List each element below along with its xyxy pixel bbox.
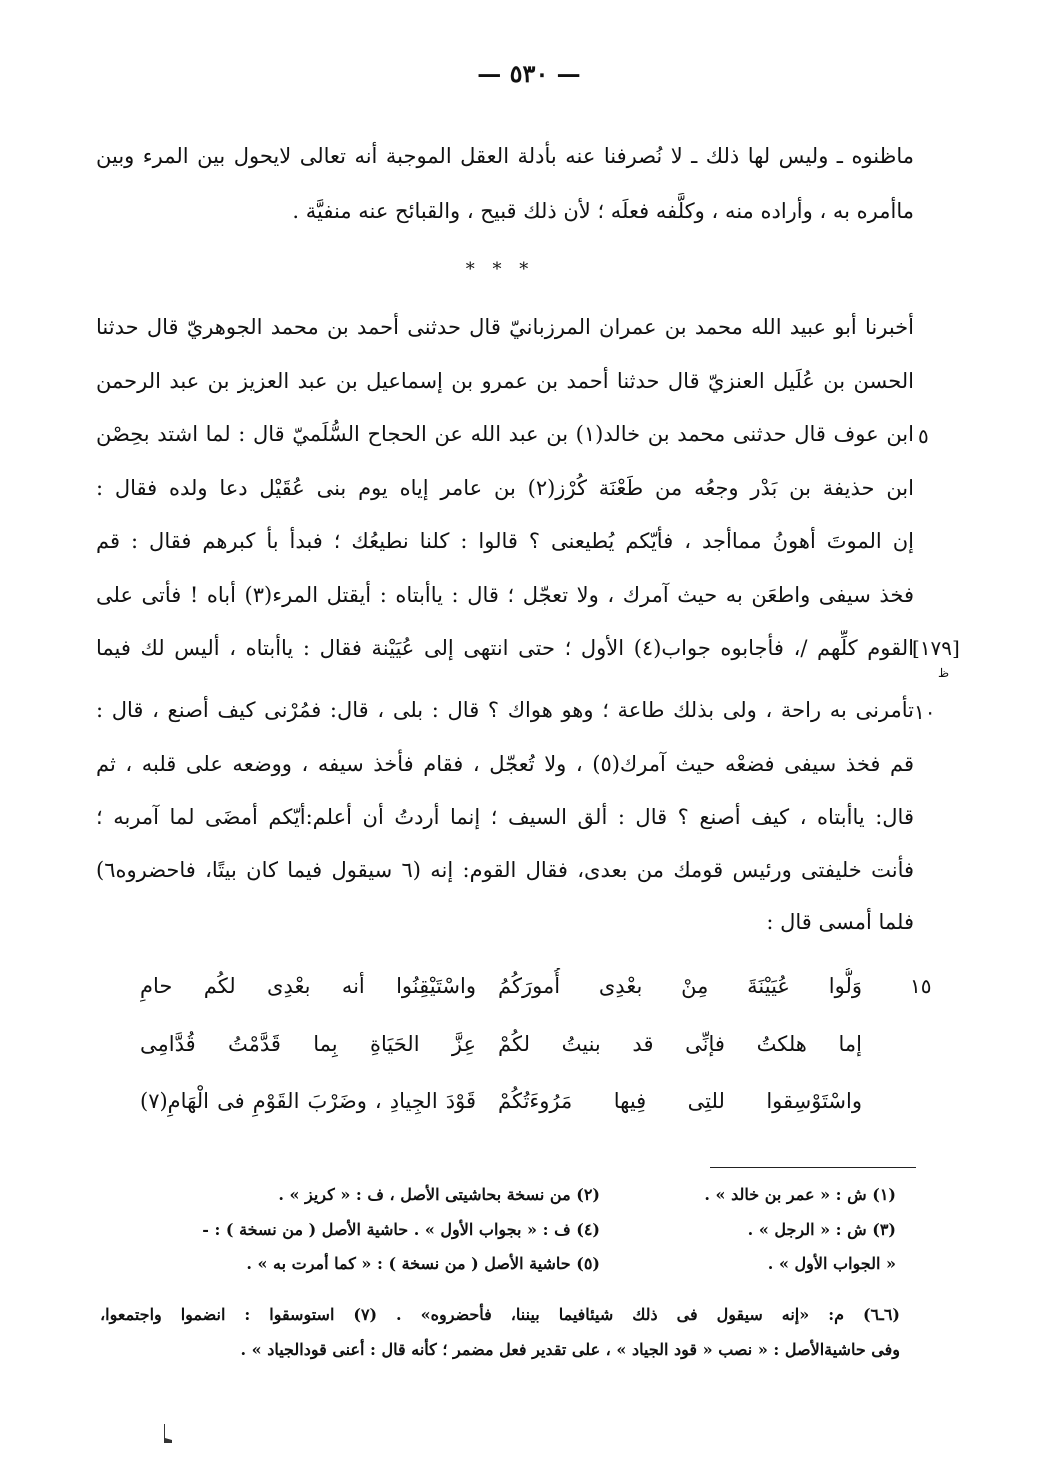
paragraph-2-line-5: إن الموتَ أهونُ مماأجد ، فأيّكم يُطيعنى ؟ قالوا : كلنا نطيعُك ؛ فبدأ بأ كبرهم فقال : قم: [96, 529, 914, 553]
verse-3-first-hemistich: واسْتَوْسِقوا للتِى فِيها مَرُوءَتُكُمْ: [498, 1089, 862, 1113]
paragraph-2-line-10: قال: ياأبتاه ، كيف أصنع ؟ قال : ألق السيف ؛ إنما أردتُ أن أعلم:أيّكم أمضَى لما آمربه ؛: [96, 805, 914, 829]
paragraph-2-line-4: ابن حذيفة بن بَدْر وجعُه من طَعْنَة كُرْز(٢) بن عامر إياه يوم بنى عُقَيْل دعا ولده فقال :: [96, 476, 914, 500]
scan-mark-icon: [162, 1424, 174, 1444]
footnote-4-continued: « الجواب الأول » .: [767, 1254, 896, 1273]
line-number-5: ٥: [918, 424, 929, 448]
section-separator: * * *: [465, 259, 535, 280]
footnote-3: (٣) ش : « الرجل » .: [747, 1220, 896, 1239]
verse-2-second-hemistich: عِزَّ الحَيَاةِ بِما قَدَّمْتُ قُدَّامِى: [140, 1032, 476, 1056]
paragraph-2-line-12: فلما أمسى قال :: [766, 910, 914, 934]
paragraph-2-line-6: فخذ سيفى واطعَن به حيث آمرك ، ولا تعجّل ؛ قال : ياأبتاه : أيقتل المرء(٣) أباه ! فأتى على: [96, 583, 914, 607]
footnote-6-and-7: (٦ـ٦) م: «إنه سيقول فى ذلك شيئافيما بيننا، فأحضروه» . (٧) استوسقوا : انضموا واجتمعوا،: [100, 1305, 900, 1324]
paragraph-2-line-11: فأنت خليفتى ورئيس قومك من بعدى، فقال القوم: إنه (٦ سيقول فيما كان بيتًا، فاحضروه٦): [96, 858, 914, 882]
line-number-15: ١٥: [910, 974, 932, 998]
paragraph-2-line-8: تأمرنى به راحة ، ولى بذلك طاعة ؛ وهو هواك ؟ قال : بلى ، قال: فمُرْنى كيف أصنع ، قال :: [96, 698, 914, 722]
paragraph-1-line-1: ماظنوه ـ وليس لها ذلك ـ لا نُصرفنا عنه بأدلة العقل الموجبة أنه تعالى لايحول بين المرء وبين: [96, 144, 914, 168]
verse-3-second-hemistich: قَوْدَ الجِيادِ ، وضَرْبَ القَوْمِ فى الْهَامِ(٧): [140, 1089, 476, 1113]
footnote-separator-rule: [710, 1167, 916, 1168]
paragraph-2-line-2: الحسن بن عُلَيل العنزيّ قال حدثنا أحمد بن عمرو بن إسماعيل بن عبد العزيز بن عبد الرحمن: [96, 369, 914, 393]
verse-2-first-hemistich: إما هلكتُ فإنِّى قد بنيتُ لكُمْ: [498, 1032, 862, 1056]
paragraph-2-line-3: ابن عوف قال حدثنى محمد بن خالد(١) بن عبد الله عن الحجاح السُّلَميّ قال : لما اشتد بحِصْن: [96, 422, 914, 446]
footnote-4: (٤) ف : « بجواب الأول » . حاشية الأصل ( من نسخة ) : -: [202, 1220, 600, 1239]
paragraph-2-line-1: أخبرنا أبو عبيد الله محمد بن عمران المرزبانيّ قال حدثنى أحمد بن محمد الجوهريّ قال حدثنا: [96, 315, 914, 339]
page-number: — ٥٣٠ —: [477, 59, 581, 88]
line-number-10: ١٠: [914, 700, 936, 724]
verse-1-first-hemistich: وَلُّوا عُيَيْنَةَ مِنْ بعْدِى أُمورَكُمُ: [498, 974, 862, 998]
folio-marker: [١٧٩]: [912, 636, 960, 660]
paragraph-2-line-9: قم فخذ سيفى فضعْه حيث آمرك(٥) ، ولا تُعجّل ، فقام فأخذ سيفه ، ووضعه على قلبه ، ثم: [96, 752, 914, 776]
paragraph-2-line-7: القوم كلِّهم /، فأجابوه جواب(٤) الأول ؛ حتى انتهى إلى عُيَيْنة فقال : ياأبتاه ، أليس لك فيما: [96, 636, 914, 660]
footnote-2: (٢) من نسخة بحاشيتى الأصل ، ف : « كريز » .: [278, 1185, 600, 1204]
folio-verso-mark: ظ: [938, 666, 950, 680]
paragraph-1-line-2: ماأمره به ، وأراده منه ، وكلَّفه فعلَه ؛ لأن ذلك قبيح ، والقبائح عنه منفيَّة .: [292, 199, 914, 223]
verse-1-second-hemistich: واسْتَيْقِنُوا أنه بعْدِى لكُم حامِ: [140, 974, 476, 998]
footnote-7-continued: وفى حاشيةالأصل : « نصب « قود الجياد » ، على تقدير فعل مضمر ؛ كأنه قال : أعنى قودالجياد » .: [240, 1340, 900, 1359]
footnote-5: (٥) حاشية الأصل ( من نسخة ) : « كما أمرت به » .: [246, 1254, 600, 1273]
footnote-1: (١) ش : « عمر بن خالد » .: [704, 1185, 896, 1204]
